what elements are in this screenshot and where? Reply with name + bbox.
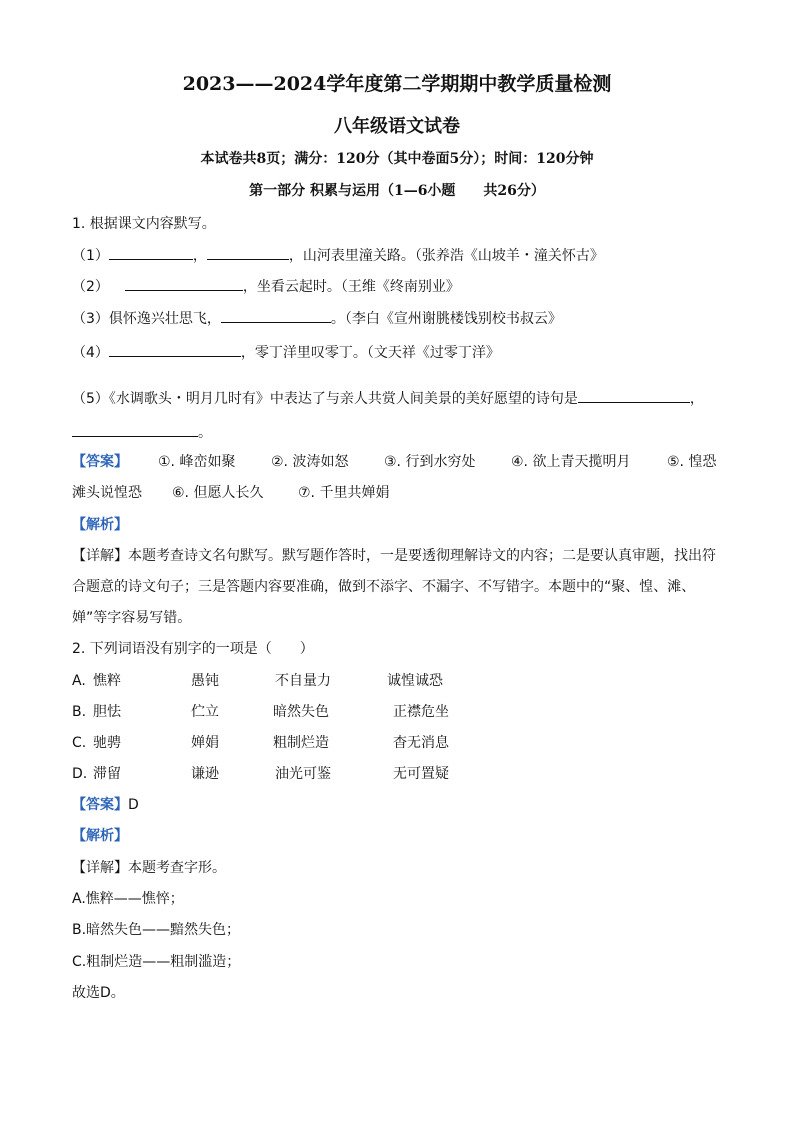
answer-item: ④. 欲上青天揽明月 xyxy=(511,454,631,470)
option-label: A. xyxy=(72,673,86,689)
option-word: 憔粹 xyxy=(93,673,121,689)
item-source: 。（李白《宣州谢朓楼饯别校书叔云》 xyxy=(330,311,562,327)
answer-item: ②. 波涛如怒 xyxy=(271,454,349,470)
option-word: 婵娟 xyxy=(191,735,219,751)
option-label: C. xyxy=(72,735,87,751)
q1-item-4 xyxy=(72,342,500,362)
detail-tag: 【详解】 xyxy=(72,548,128,564)
blank-line xyxy=(125,276,243,291)
option-word: 驰骋 xyxy=(93,735,121,751)
item-prefix: 《水调歌头・明月几时有》中表达了与亲人共赏人间美景的美好愿望的诗句是 xyxy=(108,391,578,407)
answer-item: ③. 行到水穷处 xyxy=(384,454,476,470)
blank-line xyxy=(109,342,241,357)
exam-info: 本试卷共8页；满分：120分（其中卷面5分）；时间：120分钟 xyxy=(200,151,594,167)
option-word: 不自量力 xyxy=(275,673,331,689)
blank-line xyxy=(72,422,198,437)
q1-item-5: （5）《水调歌头・明月几时有》中表达了与亲人共赏人间美景的美好愿望的诗句是 ， xyxy=(72,388,704,408)
q2-stem: 2. 下列词语没有别字的一项是（ ） xyxy=(72,641,314,657)
option-word: 无可置疑 xyxy=(393,766,449,782)
option-word: 正襟危坐 xyxy=(393,704,449,720)
q1-answer-line-1 xyxy=(72,453,128,471)
q1-item-3 xyxy=(72,308,562,328)
option-label: D. xyxy=(72,766,88,782)
item-source: ，零丁洋里叹零丁。（文天祥《过零丁洋》 xyxy=(240,345,500,361)
q1-item-1: （1） ， ，山河表里潼关路。（张养浩《山坡羊・潼关怀古》 xyxy=(72,245,604,265)
option-label: B. xyxy=(72,704,87,720)
part-heading: 第一部分 积累与运用（1—6小题 共26分） xyxy=(249,183,545,199)
option-word: 油光可鉴 xyxy=(275,766,331,782)
option-word: 伫立 xyxy=(191,704,219,720)
blank-line xyxy=(578,388,690,403)
answer-item: ⑥. 但愿人长久 xyxy=(172,485,264,501)
detail-line-2: 合题意的诗文句子；三是答题内容要准确，做到不添字、不漏字、不写错字。本题中的“聚、惶、滩、 xyxy=(72,579,696,595)
item-number: （4） xyxy=(72,345,109,361)
q2-answer-line xyxy=(72,796,139,814)
option-word: 暗然失色 xyxy=(273,704,329,720)
exam-title: 2023——2024学年度第二学期期中教学质量检测 xyxy=(182,73,612,95)
period: 。 xyxy=(198,425,212,441)
analysis-tag: 【解析】 xyxy=(72,517,128,533)
option-word: 粗制烂造 xyxy=(273,735,329,751)
option-word: 滞留 xyxy=(93,766,121,782)
answer-tag: 【答案】 xyxy=(72,454,128,470)
answer-item: ⑦. 千里共婵娟 xyxy=(298,485,390,501)
option-word: 谦逊 xyxy=(191,766,219,782)
correction-line: A.憔粹——憔悴； xyxy=(72,891,184,907)
exam-subtitle: 八年级语文试卷 xyxy=(334,116,460,137)
detail-tag: 【详解】 xyxy=(72,860,128,876)
answer-item: ①. 峰峦如聚 xyxy=(158,454,236,470)
detail-text: 本题考查诗文名句默写。默写题作答时，一是要透彻理解诗文的内容；二是要认真审题，找出符 xyxy=(128,548,716,564)
conclusion-line: 故选D。 xyxy=(72,985,125,1001)
q2-detail-line xyxy=(72,859,226,877)
option-word: 愚钝 xyxy=(191,673,219,689)
item-number: （2） xyxy=(72,279,109,295)
answer-value: D xyxy=(128,797,139,813)
q1-stem: 1. 根据课文内容默写。 xyxy=(72,216,216,232)
correction-line: C.粗制烂造——粗制滥造； xyxy=(72,954,241,970)
item-source: ，坐看云起时。（王维《终南别业》 xyxy=(242,279,460,295)
blank-line xyxy=(109,245,193,260)
answer-line-2-prefix: 滩头说惶恐 xyxy=(72,485,142,501)
item-number: （3） xyxy=(72,311,109,327)
item-prefix: 俱怀逸兴壮思飞， xyxy=(108,311,221,327)
option-word: 诚惶诚恐 xyxy=(387,673,443,689)
item-number: （5） xyxy=(72,391,109,407)
option-word: 胆怯 xyxy=(93,704,121,720)
detail-line-3: 婵”等字容易写错。 xyxy=(72,610,192,626)
item-number: （1） xyxy=(72,248,109,264)
answer-tag: 【答案】 xyxy=(72,797,128,813)
detail-text: 本题考查字形。 xyxy=(128,860,226,876)
option-word: 杳无消息 xyxy=(393,735,449,751)
correction-line: B.暗然失色——黯然失色； xyxy=(72,922,241,938)
analysis-tag: 【解析】 xyxy=(72,828,128,844)
blank-line xyxy=(207,245,289,260)
answer-item: ⑤. 惶恐 xyxy=(667,454,717,470)
q1-item-5-cont xyxy=(72,422,212,442)
item-source: ，山河表里潼关路。（张养浩《山坡羊・潼关怀古》 xyxy=(288,248,604,264)
blank-line xyxy=(221,308,331,323)
detail-line-1 xyxy=(72,547,716,565)
q1-item-2 xyxy=(72,276,460,296)
